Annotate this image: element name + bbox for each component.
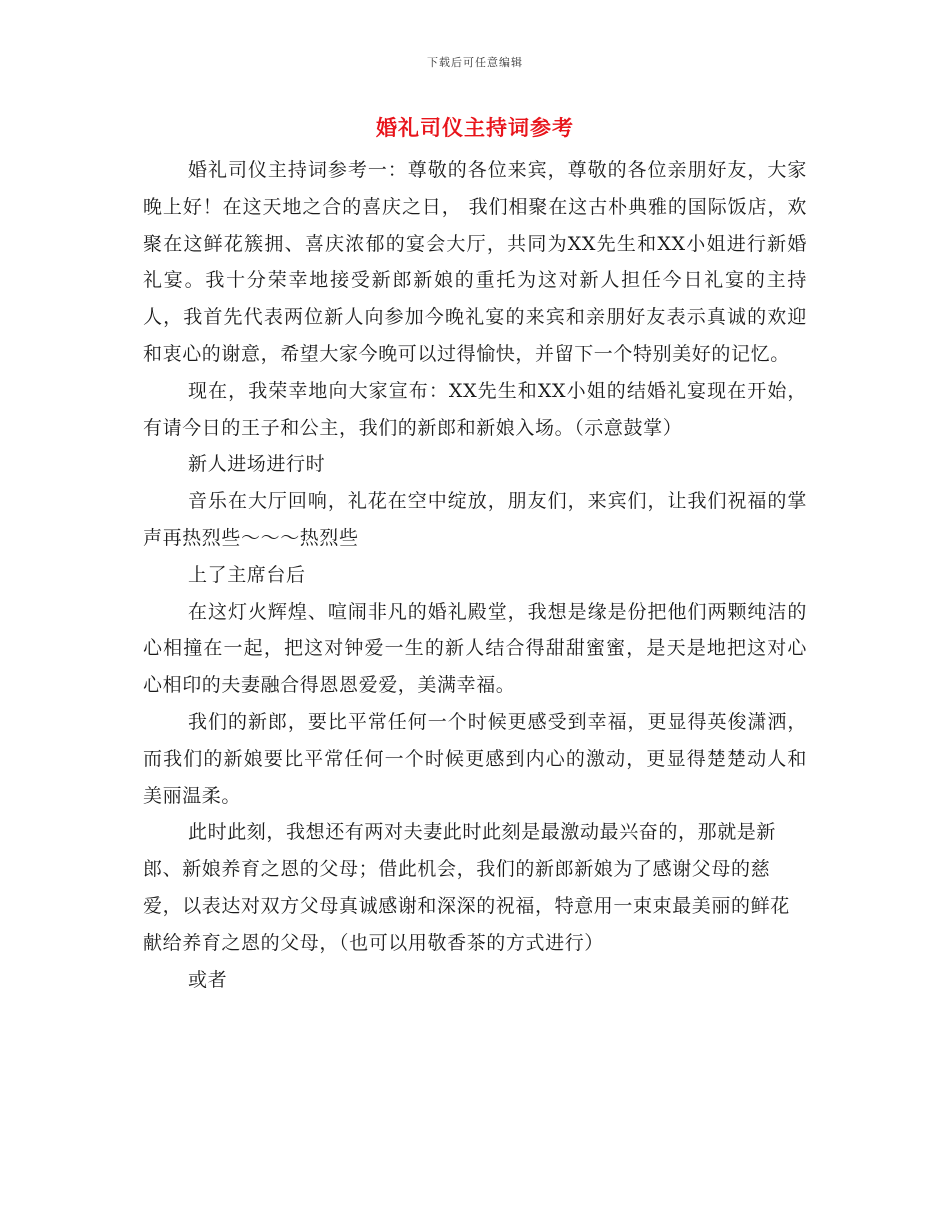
paragraph-6: 在这灯火辉煌、喧闹非凡的婚礼殿堂，我想是缘是份把他们两颗纯洁的心相撞在一起，把这对钟爱一生的新人结合得甜甜蜜蜜，是天是地把这对心心相印的夫妻融合得恩恩爱爱，美满幸福。: [143, 600, 807, 697]
paragraph-1: 婚礼司仪主持词参考一：尊敬的各位来宾，尊敬的各位亲朋好友，大家晚上好！在这天地之合的喜庆之日， 我们相聚在这古朴典雅的国际饭店，欢聚在这鲜花簇拥、喜庆浓郁的宴会大厅，共同为XX先生和XX小姐进行新婚礼宴。我十分荣幸地接受新郎新娘的重托为这对新人担任今日礼宴的主持人，我首先代表两位新人向参加今晚礼宴的来宾和亲朋好友表示真诚的欢迎和衷心的谢意，希望大家今晚可以过得愉快，并留下一个特别美好的记忆。: [143, 159, 807, 365]
document-title: 婚礼司仪主持词参考: [376, 115, 574, 140]
paragraph-4: 音乐在大厅回响，礼花在空中绽放，朋友们，来宾们，让我们祝福的掌声再热烈些～～～热烈些: [143, 490, 807, 549]
paragraph-5: 上了主席台后: [188, 563, 306, 586]
paragraph-9: 或者: [188, 968, 228, 991]
document-body: [143, 152, 807, 998]
paragraph-2: 现在，我荣幸地向大家宣布：XX先生和XX小姐的结婚礼宴现在开始，有请今日的王子和公主，我们的新郎和新娘入场。（示意鼓掌）: [143, 379, 807, 439]
paragraph-8: 此时此刻，我想还有两对夫妻此时此刻是最激动最兴奋的，那就是新郎、新娘养育之恩的父母；借此机会，我们的新郎新娘为了感谢父母的慈爱，以表达对双方父母真诚感谢和深深的祝福，特意用一束束最美丽的鲜花献给养育之恩的父母，（也可以用敬香茶的方式进行）: [143, 821, 790, 954]
paragraph-3: 新人进场进行时: [188, 453, 326, 476]
header-note: 下载后可任意编辑: [427, 56, 523, 69]
paragraph-7: 我们的新郎，要比平常任何一个时候更感受到幸福，更显得英俊潇洒，而我们的新娘要比平常任何一个时候更感到内心的激动，更显得楚楚动人和美丽温柔。: [143, 710, 807, 807]
